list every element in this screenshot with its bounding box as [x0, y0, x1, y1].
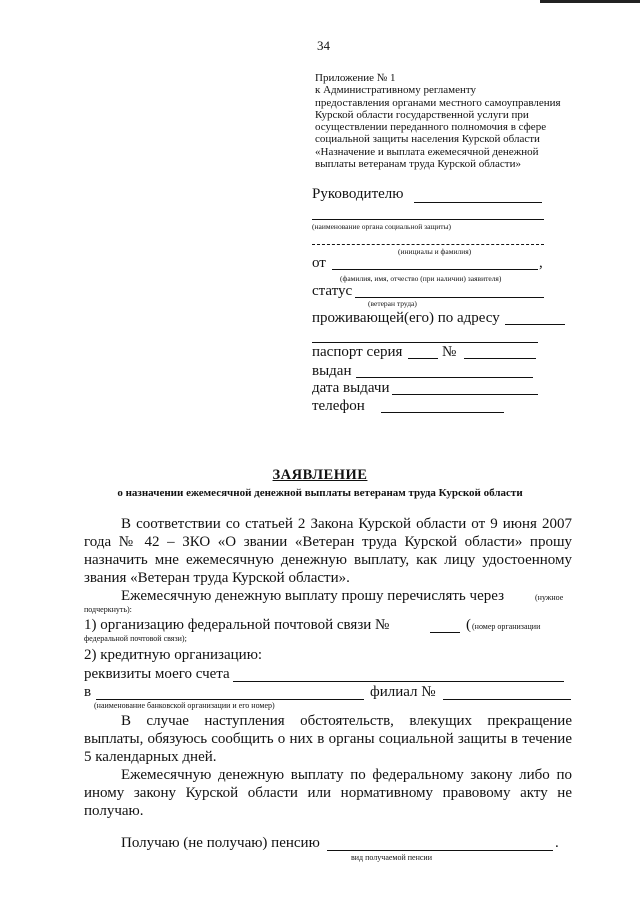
address-label: проживающей(его) по адресу [312, 310, 500, 326]
p4-line2: иному закону Курской области или нормативному правовому акту не [84, 785, 572, 801]
appendix-line: социальной защиты населения Курской области [315, 133, 540, 146]
p2-note1: (нужное [535, 593, 564, 602]
status-field[interactable] [355, 297, 544, 298]
pension-end: . [555, 835, 559, 851]
p1-line3: назначить мне ежемесячную денежную выплату, как лицу удостоенному [84, 552, 572, 568]
pension-hint: вид получаемой пенсии [351, 853, 432, 862]
from-label: от [312, 255, 326, 271]
bank-name-field[interactable] [96, 699, 364, 700]
initials-field[interactable] [312, 244, 544, 245]
issue-date-field[interactable] [392, 394, 538, 395]
pension-label: Получаю (не получаю) пенсию [121, 835, 320, 851]
p3-line3: 5 календарных дней. [84, 749, 217, 765]
branch-label: филиал № [370, 684, 436, 700]
appendix-line: «Назначение и выплата ежемесячной денежной [315, 145, 539, 158]
account-field[interactable] [233, 681, 564, 682]
passport-number-sign: № [442, 344, 457, 360]
p4-line1: Ежемесячную денежную выплату по федеральному закону либо по [121, 767, 572, 783]
top-edge-line [540, 0, 640, 3]
passport-series-field[interactable] [408, 358, 438, 359]
branch-number-field[interactable] [443, 699, 571, 700]
page-number: 34 [317, 38, 330, 53]
phone-label: телефон [312, 398, 365, 414]
p4-line3: получаю. [84, 803, 144, 819]
phone-field[interactable] [381, 412, 504, 413]
to-label: Руководителю [312, 186, 404, 202]
status-hint: (ветеран труда) [368, 299, 417, 308]
passport-number-field[interactable] [464, 358, 536, 359]
option1-text: 1) организацию федеральной почтовой связи № [84, 617, 390, 633]
issue-date-label: дата выдачи [312, 380, 390, 396]
bank-hint: (наименование банковской организации и его номер) [94, 701, 275, 710]
initials-hint: (инициалы и фамилия) [398, 247, 472, 256]
passport-label: паспорт серия [312, 344, 403, 360]
p3-line1: В случае наступления обстоятельств, влекущих прекращение [121, 713, 572, 729]
p2-note2: подчеркнуть): [84, 605, 132, 614]
appendix-line: предоставления органами местного самоуправления [315, 96, 561, 109]
org-hint: (наименование органа социальной защиты) [312, 222, 452, 231]
option1-paren: ( [466, 617, 471, 633]
appendix-line: к Административному регламенту [315, 84, 477, 97]
account-label: реквизиты моего счета [84, 666, 230, 682]
appendix-line: осуществлении переданного полномочия в сфере [315, 121, 547, 134]
pension-type-field[interactable] [327, 850, 553, 851]
document-title: ЗАЯВЛЕНИЕ [272, 467, 368, 483]
issued-label: выдан [312, 363, 352, 379]
applicant-hint: (фамилия, имя, отчество (при наличии) заявителя) [340, 274, 502, 283]
status-label: статус [312, 283, 353, 299]
applicant-field[interactable] [332, 269, 538, 270]
address-field-2[interactable] [312, 342, 538, 343]
appendix-line: Приложение № 1 [315, 72, 396, 84]
appendix-line: выплаты ветеранам труда Курской области» [315, 158, 521, 171]
option1-note1: (номер организации [472, 622, 541, 631]
from-comma: , [539, 255, 543, 271]
bank-in-label: в [84, 684, 92, 700]
appendix-block [315, 72, 561, 170]
document-subtitle: о назначении ежемесячной денежной выплаты ветеранам труда Курской области [117, 487, 523, 499]
post-office-number-field[interactable] [430, 632, 460, 633]
p1-line1: В соответствии со статьей 2 Закона Курской области от 9 июня 2007 [121, 516, 572, 532]
option2-text: 2) кредитную организацию: [84, 647, 263, 663]
head-name-field[interactable] [414, 202, 542, 203]
p1-line4: звания «Ветеран труда Курской области». [84, 570, 350, 586]
issued-field[interactable] [356, 377, 533, 378]
p3-line2: выплаты, обязуюсь сообщить о них в органы социальной защиты в течение [84, 731, 572, 747]
p2-line1: Ежемесячную денежную выплату прошу перечислять через [121, 588, 504, 604]
address-field-1[interactable] [505, 324, 565, 325]
org-name-field[interactable] [312, 219, 544, 220]
option1-note2: федеральной почтовой связи); [84, 634, 187, 643]
p1-line2: года № 42 – ЗКО «О звании «Ветеран труда Курской области» прошу [84, 534, 572, 550]
appendix-line: Курской области государственной услуги при [315, 108, 529, 121]
